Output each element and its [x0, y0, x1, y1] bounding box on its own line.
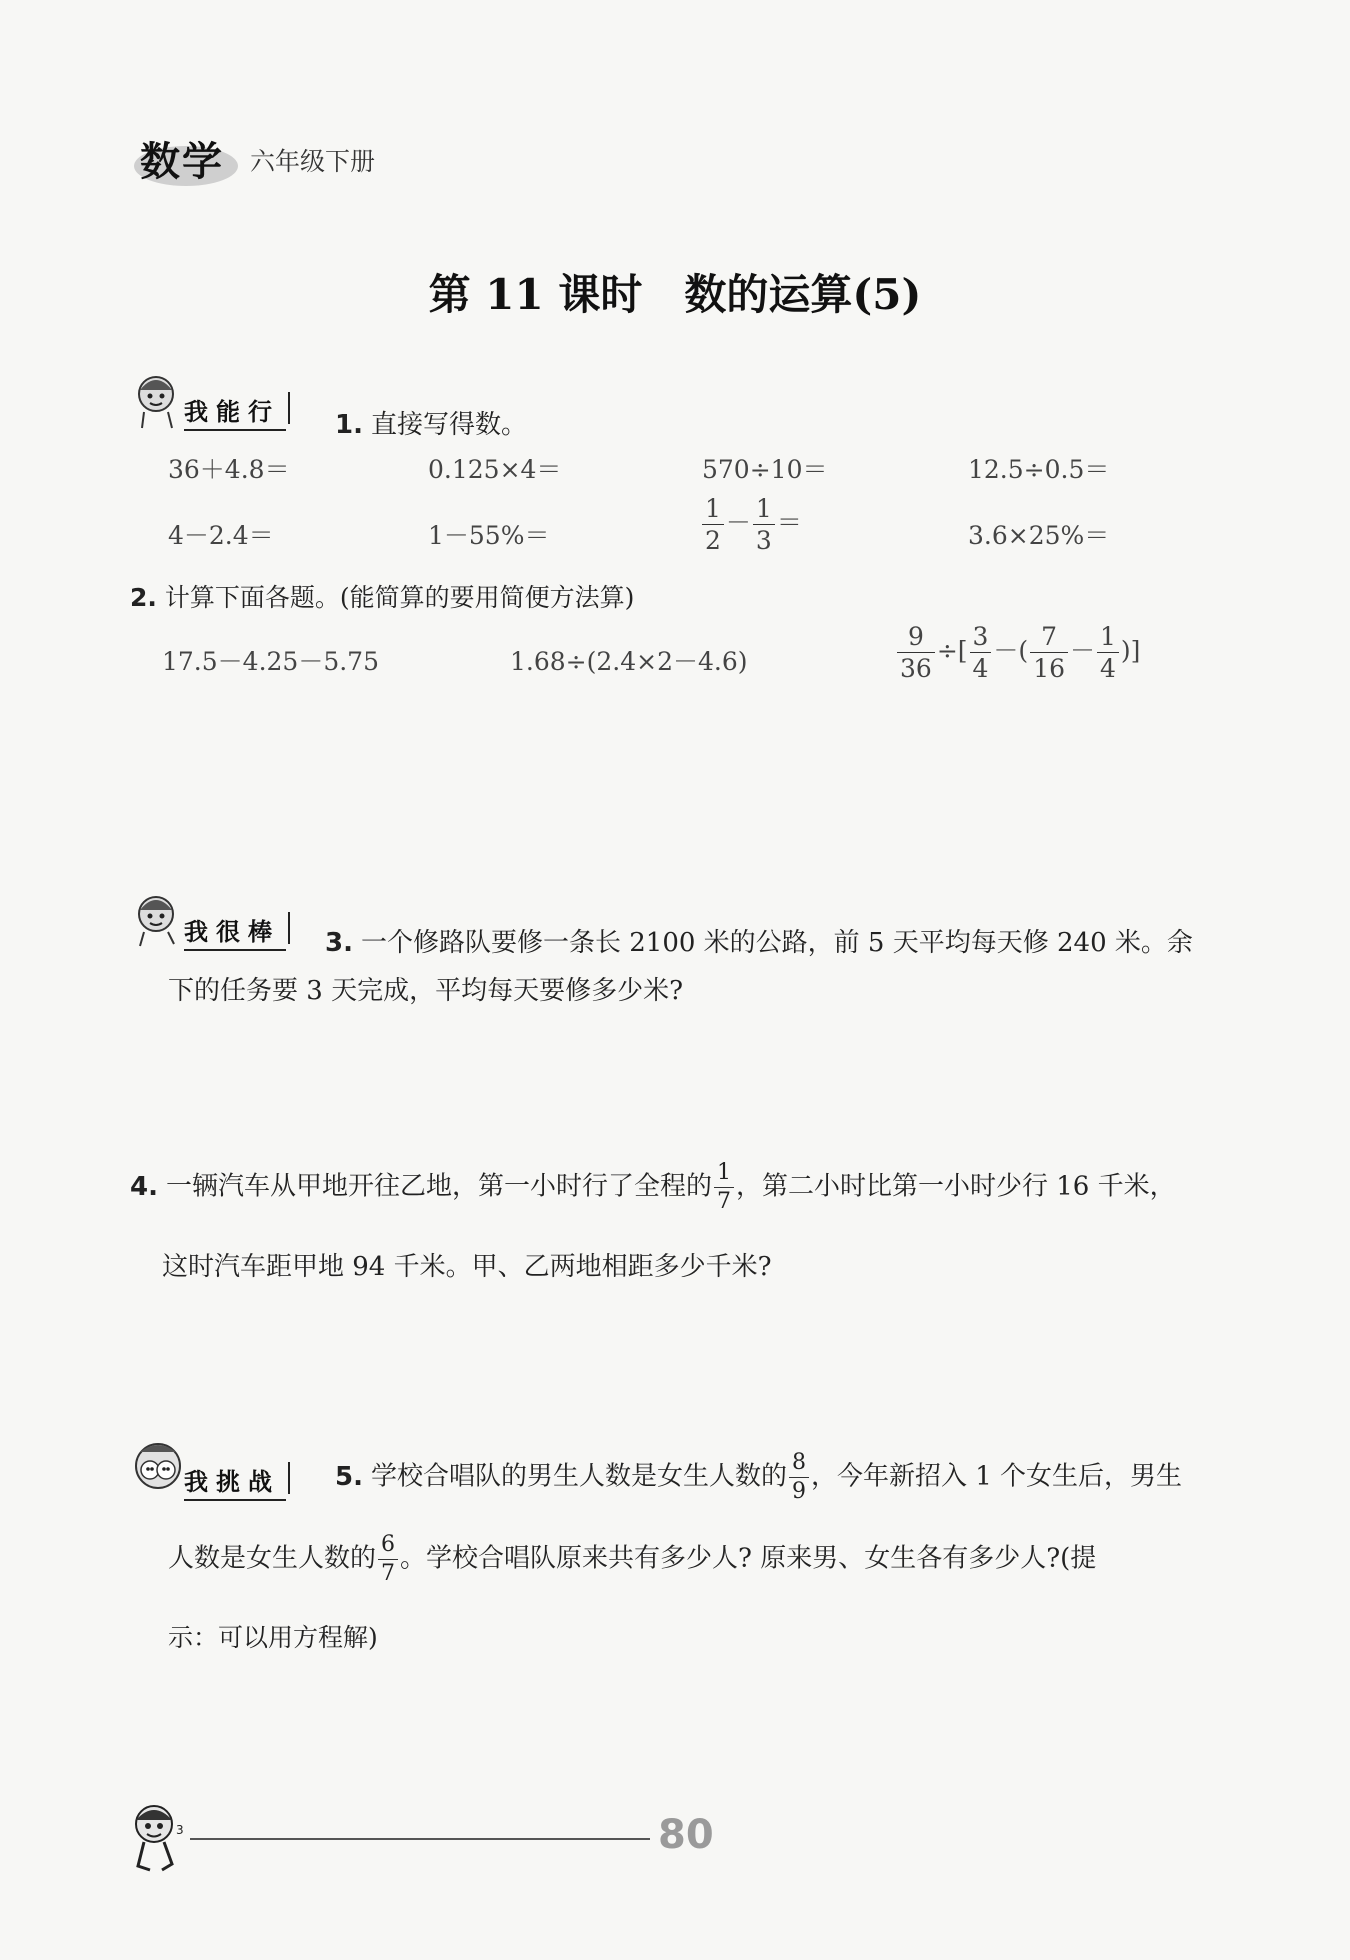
fraction: $\frac{3}{4}$ — [970, 624, 992, 681]
page-title: 第 11 课时 数的运算(5) — [428, 270, 922, 319]
q1-expr-6: 1－55%＝ — [428, 521, 550, 550]
grade-label: 六年级下册 — [250, 147, 376, 176]
q2-number: 2. — [130, 583, 157, 612]
kids-mascot-icon — [132, 1442, 184, 1500]
q2-expr-2: 1.68÷(2.4×2－4.6) — [510, 647, 748, 676]
fraction: $\frac{1}{4}$ — [1097, 624, 1119, 681]
q1-expr-1: 36＋4.8＝ — [168, 455, 290, 484]
fraction: $\frac{1}{3}$ — [753, 496, 775, 553]
q1-expr-4: 12.5÷0.5＝ — [968, 455, 1110, 484]
q4-number: 4. — [130, 1171, 158, 1202]
q1-expr-5: 4－2.4＝ — [168, 521, 274, 550]
fraction: $\frac{6}{7}$ — [378, 1534, 398, 1585]
q3-line-1: 3. 一个修路队要修一条长 2100 米的公路，前 5 天平均每天修 240 米。余 — [325, 928, 1193, 958]
q1-expr-8: 3.6×25%＝ — [968, 521, 1110, 550]
fraction: $\frac{1}{7}$ — [714, 1162, 734, 1213]
q3-number: 3. — [325, 928, 353, 958]
q1-expr-2: 0.125×4＝ — [428, 455, 562, 484]
q1-number: 1. — [335, 410, 363, 440]
girl-mascot-icon — [132, 372, 184, 430]
fraction: $\frac{1}{2}$ — [702, 496, 724, 553]
svg-text:3: 3 — [176, 1823, 184, 1837]
q4-line-2: 这时汽车距甲地 94 千米。甲、乙两地相距多少千米? — [162, 1252, 772, 1282]
q1-expr-3: 570÷10＝ — [702, 455, 828, 484]
boy-mascot-icon — [128, 1800, 192, 1874]
q2-expr-3: $\frac{9}{36}$ ÷[ $\frac{3}{4}$ －( $\frac{7}{16}$ － $\frac{1}{4}$ )] — [895, 624, 1140, 681]
q1-heading — [335, 404, 527, 441]
page-number: 80 — [658, 1812, 714, 1858]
q5-number: 5. — [335, 1461, 363, 1492]
q2-heading — [130, 578, 634, 614]
q5-line-2: 人数是女生人数的 $\frac{6}{7}$ 。学校合唱队原来共有多少人? 原来男、女生各有多少人?(提 — [168, 1532, 1097, 1586]
q1-expr-7: $\frac{1}{2}$ － $\frac{1}{3}$ ＝ — [700, 496, 802, 553]
q3-line-2: 下的任务要 3 天完成，平均每天要修多少米? — [168, 976, 684, 1006]
subject-badge — [130, 130, 240, 186]
subject-label: 数学 — [140, 139, 224, 185]
section-label-2: 我很棒 — [184, 912, 286, 951]
footer-rule — [190, 1838, 650, 1840]
section-label-3: 我挑战 — [184, 1462, 286, 1501]
fraction: $\frac{9}{36}$ — [897, 624, 935, 681]
q4-line-1: 4. 一辆汽车从甲地开往乙地，第一小时行了全程的 $\frac{1}{7}$ ，第二小时比第一小时少行 16 千米， — [130, 1160, 1176, 1214]
section-label-1: 我能行 — [184, 392, 286, 431]
q2-expr-1: 17.5－4.25－5.75 — [162, 647, 379, 676]
girl-mascot-icon — [132, 892, 184, 950]
fraction: $\frac{7}{16}$ — [1030, 624, 1068, 681]
q1-text: 直接写得数。 — [370, 410, 527, 440]
q5-line-1: 5. 学校合唱队的男生人数是女生人数的 $\frac{8}{9}$ ，今年新招入 1 个女生后，男生 — [335, 1450, 1183, 1504]
fraction: $\frac{8}{9}$ — [789, 1452, 809, 1503]
q5-line-3: 示：可以用方程解) — [168, 1623, 378, 1652]
q2-text: 计算下面各题。(能简算的要用简便方法算) — [164, 583, 635, 612]
